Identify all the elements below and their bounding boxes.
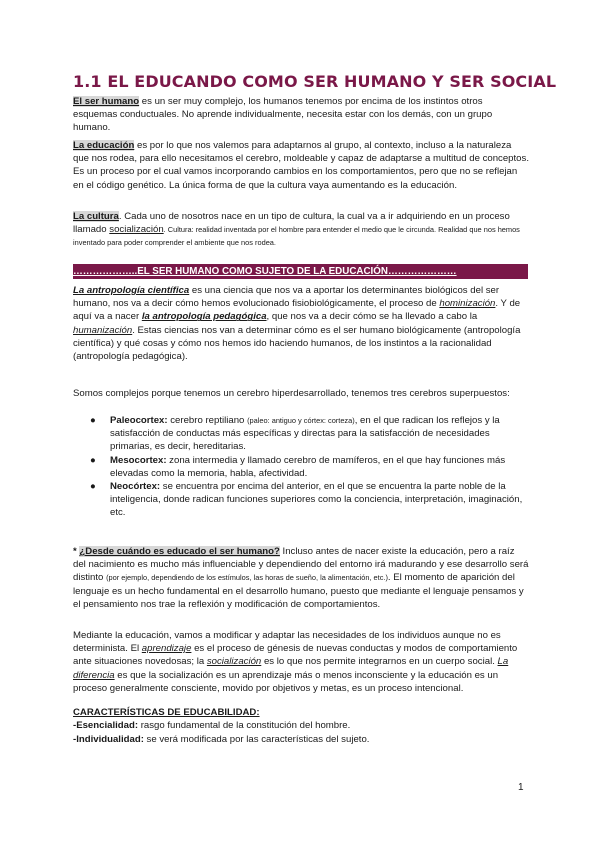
term-humanizacion: humanización xyxy=(73,324,133,336)
text-antro-3: , que nos va a decir cómo se ha llevado a cabo la xyxy=(266,311,478,323)
heading-caracteristicas: CARACTERÍSTICAS DE EDUCABILIDAD: xyxy=(73,707,260,718)
note-since: (por ejemplo, dependiendo de los estímulos, las horas de sueño, la alimentación, etc.) xyxy=(106,573,388,583)
text-antro-1: es una ciencia que nos va a aportar los determinantes biológicos del ser humano, nos va a decir cómo hemos evolucionado fisiobiológicamente, el proceso de xyxy=(73,285,500,310)
note-cultura: . Cultura: realidad inventada por el hombre para entender el medio que le circunda. Realidad que nos hemos inventado para poder comprender el ambiente que nos rodea. xyxy=(73,225,520,248)
text-antro-2: . Y de aquí va a nacer xyxy=(73,298,521,323)
paragraph-ser-humano xyxy=(73,95,529,135)
star-marker: * xyxy=(73,546,80,557)
brain-name: Mesocortex: xyxy=(110,454,167,466)
bullet-icon: ● xyxy=(90,454,96,466)
term-hominizacion: hominización xyxy=(439,298,496,310)
list-item xyxy=(73,454,529,480)
list-item xyxy=(73,414,529,454)
term-ser-humano: El ser humano xyxy=(73,96,140,107)
carac-text: rasgo fundamental de la constitución del hombre. xyxy=(138,720,351,731)
text-antro-4: . Estas ciencias nos van a determinar cómo es el ser humano biológicamente (antropología científica) y qué cosas y cómo nos hemos ido haciendo humanos, de los instintos a la racionalidad (antropología pedagógica). xyxy=(73,324,521,363)
paragraph-desde-cuando xyxy=(73,545,529,611)
question-desde-cuando: ¿Desde cuándo es educado el ser humano? xyxy=(79,546,280,557)
bullet-icon: ● xyxy=(90,415,96,426)
brain-name: Neocórtex: xyxy=(110,481,161,493)
text-med-3: es lo que nos permite integrarnos en un cuerpo social. xyxy=(261,656,498,668)
carac-item-individualidad xyxy=(73,733,529,746)
list-item xyxy=(73,480,529,520)
brain-list xyxy=(73,414,529,520)
paragraph-cultura xyxy=(73,210,529,250)
section-heading-band: ………………..EL SER HUMANO COMO SUJETO DE LA EDUCACIÓN………………… xyxy=(73,264,528,279)
text-med-1: Mediante la educación, vamos a modificar y adaptar las necesidades de los individuos aunque no es determinista. El xyxy=(73,630,501,655)
bullet-icon: ● xyxy=(90,481,96,493)
brain-text: se encuentra por encima del anterior, en el que se encuentra la parte noble de la inteligencia, donde radican funciones superiores como la conciencia, interpretación, imaginación, etc. xyxy=(110,481,523,519)
text-since-1: Incluso antes de nacer existe la educación, pero a raíz del nacimiento es mucho más influenciable y dependiendo del entorno irá madurando y ese desarrollo será distinto xyxy=(73,546,529,584)
brain-text: zona intermedia y llamado cerebro de mamíferos, en el que hay funciones más elevadas como la memoria, habla, afectividad. xyxy=(110,454,506,479)
page-title: 1.1 EL EDUCANDO COMO SER HUMANO Y SER SOCIAL xyxy=(73,72,557,91)
carac-text: se verá modificada por las características del sujeto. xyxy=(143,734,370,745)
paragraph-antropologia xyxy=(73,284,529,363)
term-aprendizaje: aprendizaje xyxy=(141,643,192,655)
brain-name: Paleocortex: xyxy=(110,415,168,426)
carac-item-esencialidad xyxy=(73,719,529,732)
term-diferencia: La diferencia xyxy=(73,656,509,681)
brain-text: cerebro reptiliano xyxy=(167,415,248,426)
brain-rest: , en el que radican los reflejos y la satisfacción de conductas más específicas y directas para la satisfacción de necesidades primarias, es decir, hereditarias. xyxy=(110,415,500,453)
text-since-2: . El momento de aparición del lenguaje es un hecho fundamental en el desarrollo humano, puesto que mediante el lenguaje pensamos y el pensamiento nos trae la reflexión y modificación de comportamientos. xyxy=(73,572,524,610)
term-educacion: La educación xyxy=(73,140,135,151)
brain-note: (paleo: antiguo y córtex: corteza) xyxy=(247,416,355,425)
text-cultura: . Cada uno de nosotros nace en un tipo de cultura, la cual va a ir adquiriendo en un proceso llamado xyxy=(73,211,510,236)
text-ser-humano: es un ser muy complejo, los humanos tenemos por encima de los instintos otros esquemas conductuales. No aprende individualmente, necesita estar con los demás, con un grupo humano. xyxy=(73,96,493,134)
term-socializacion-2: socialización xyxy=(206,656,262,668)
term-cultura: La cultura xyxy=(73,211,119,222)
term-antropologia-cientifica: La antropología científica xyxy=(73,285,190,296)
text-med-4: es que la socialización es un aprendizaje más o menos inconsciente y la educación es un proceso generalmente consciente, movido por objetivos y metas, es un proceso intencional. xyxy=(73,669,499,694)
paragraph-mediante xyxy=(73,629,529,695)
carac-name: -Individualidad: xyxy=(73,734,144,745)
text-educacion: es por lo que nos valemos para adaptarnos al grupo, al contexto, incluso a la naturaleza que nos rodea, para ello necesitamos el cerebro, moldeable y capaz de adaptarse a multitud de conceptos. Es un proceso por el cual vamos incorporando cambios en los comportamientos, pero que no se reflejan en el código genético. La única forma de que la cultura vaya aumentando es la educación. xyxy=(73,140,529,191)
paragraph-cerebros-intro: Somos complejos porque tenemos un cerebro hiperdesarrollado, tenemos tres cerebros superpuestos: xyxy=(73,388,510,399)
term-socializacion: socialización xyxy=(109,224,164,236)
text-med-2: es el proceso de génesis de nuevas conductas y modos de comportamiento ante situaciones novedosas; la xyxy=(73,643,518,668)
term-antropologia-pedagogica: la antropología pedagógica xyxy=(141,311,267,323)
paragraph-educacion xyxy=(73,139,529,192)
page-number: 1 xyxy=(518,782,524,793)
carac-name: -Esencialidad: xyxy=(73,720,139,731)
